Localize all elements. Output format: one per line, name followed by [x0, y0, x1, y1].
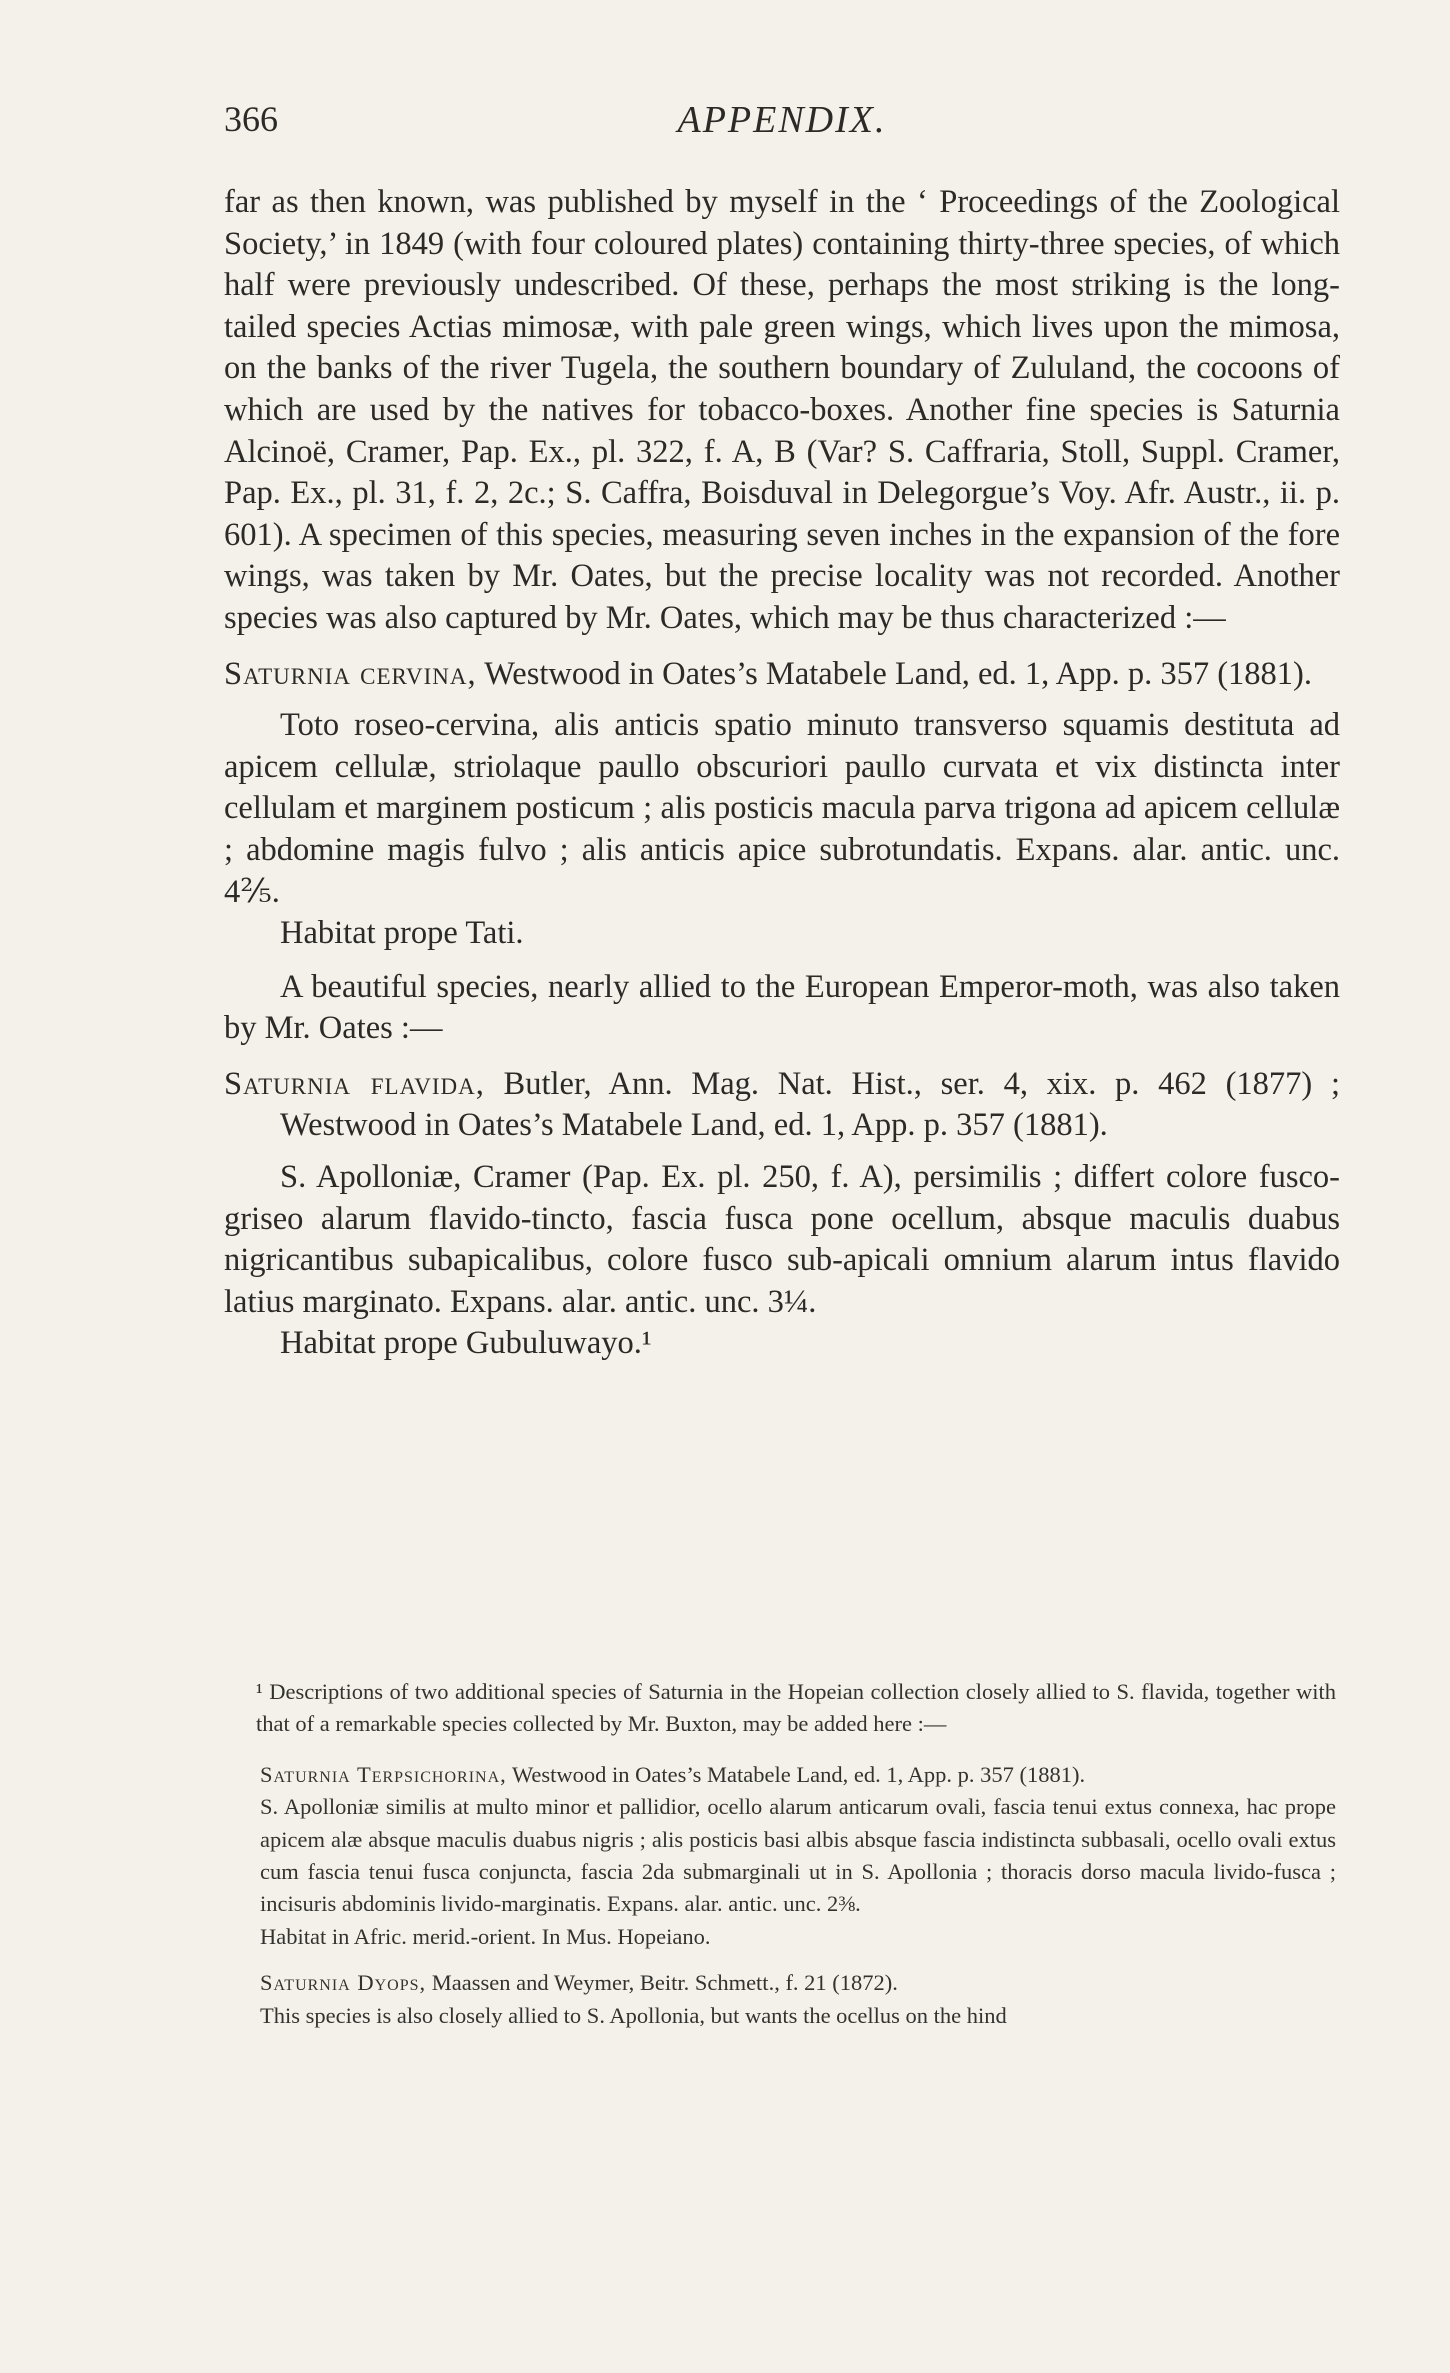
- species-name: Saturnia cervina,: [224, 655, 477, 692]
- species-reference: Westwood in Oates’s Matabele Land, ed. 1, App. p. 357 (1881).: [476, 655, 1312, 692]
- footnote-entry-terpsichorina: [260, 1759, 1336, 1791]
- habitat-flavida: Habitat prope Gubuluwayo.¹: [280, 1325, 652, 1362]
- species-entry-flavida: [224, 1064, 1340, 1147]
- species-entry-cervina: [224, 654, 1340, 696]
- footnote-entry-dyops: [260, 1967, 1336, 1999]
- page-number: 366: [224, 99, 278, 139]
- species-reference: Westwood in Oates’s Matabele Land, ed. 1, App. p. 357 (1881).: [506, 1761, 1086, 1787]
- footnote-habitat-terpsichorina: Habitat in Afric. merid.-orient. In Mus. Hopeiano.: [260, 1923, 711, 1949]
- species-name: Saturnia Terpsichorina,: [260, 1761, 507, 1787]
- habitat-cervina: Habitat prope Tati.: [280, 915, 524, 952]
- paragraph-intro: far as then known, was published by myself in the ‘ Proceedings of the Zoological Society,’ in 1849 (with four coloured plates) containing thirty-three species, of which half were previously undescribed. Of these, perhaps the most striking is the long-tailed species Actias mimosæ, with pale green wings, which lives upon the mimosa, on the banks of the river Tugela, the southern boundary of Zululand, the cocoons of which are used by the natives for tobacco-boxes. Another fine species is Saturnia Alcinoë, Cramer, Pap. Ex., pl. 322, f. A, B (Var? S. Caffraria, Stoll, Suppl. Cramer, Pap. Ex., pl. 31, f. 2, 2c.; S. Caffra, Boisduval in Delegorgue’s Voy. Afr. Austr., ii. p. 601). A specimen of this species, measuring seven inches in the expansion of the fore wings, was taken by Mr. Oates, but the precise locality was not recorded. Another species was also captured by Mr. Oates, which may be thus characterized :—: [224, 184, 1340, 636]
- species-name: Saturnia flavida,: [224, 1065, 485, 1102]
- species-reference: Butler, Ann. Mag. Nat. Hist., ser. 4, xix. p. 462 (1877) ; Westwood in Oates’s Matabele Land, ed. 1, App. p. 357 (1881).: [280, 1065, 1340, 1144]
- species-reference: Maassen and Weymer, Beitr. Schmett., f. 21 (1872).: [426, 1970, 898, 1996]
- paragraph-emperor-moth: A beautiful species, nearly allied to the European Emperor-moth, was also taken by Mr. Oates :—: [224, 968, 1340, 1047]
- page-header: [224, 98, 1340, 148]
- body-text: [224, 182, 1340, 1365]
- description-cervina: Toto roseo-cervina, alis anticis spatio minuto transverso squamis destituta ad apicem cellulæ, striolaque paullo obscuriori paullo curvata et vix distincta inter cellulam et marginem posticum ; alis posticis macula parva trigona ad apicem cellulæ ; abdomine magis fulvo ; alis anticis apice subrotundatis. Expans. alar. antic. unc. 4⅖.: [224, 707, 1340, 910]
- species-name: Saturnia Dyops,: [260, 1970, 427, 1996]
- footnote-intro: ¹ Descriptions of two additional species of Saturnia in the Hopeian collection closely allied to S. flavida, together with that of a remarkable species collected by Mr. Buxton, may be added here :—: [256, 1679, 1336, 1737]
- description-flavida: S. Apolloniæ, Cramer (Pap. Ex. pl. 250, f. A), persimilis ; differt colore fusco-griseo alarum flavido-tincto, fascia fusca pone ocellum, absque maculis duabus nigricantibus subapicalibus, colore fusco sub-apicali omnium alarum intus flavido latius marginato. Expans. alar. antic. unc. 3¼.: [224, 1159, 1340, 1320]
- footnote-note-dyops: This species is also closely allied to S. Apollonia, but wants the ocellus on the hind: [260, 2002, 1007, 2028]
- footnote: [256, 1676, 1336, 2032]
- running-head: APPENDIX.: [677, 99, 887, 141]
- footnote-description-terpsichorina: S. Apolloniæ similis at multo minor et pallidior, ocello alarum anticarum ovali, fascia tenui extus connexa, hac prope apicem alæ absque maculis duabus nigris ; alis posticis basi albis absque fascia indistincta subbasali, ocello ovali extus cum fascia tenui fusca conjuncta, fascia 2da submarginali ut in S. Apollonia ; thoracis dorso macula livido-fusca ; incisuris abdominis livido-marginatis. Expans. alar. antic. unc. 2⅜.: [260, 1794, 1336, 1917]
